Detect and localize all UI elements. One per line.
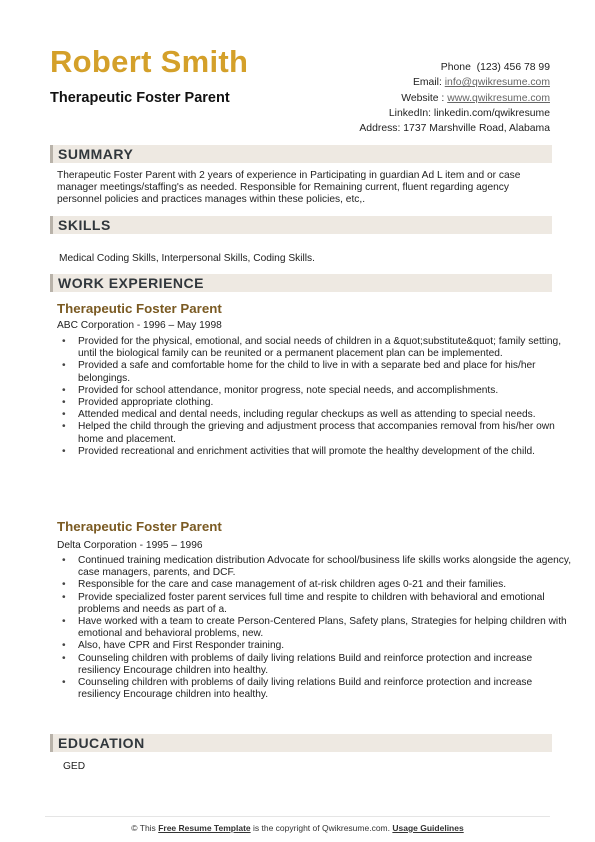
- linkedin-value: linkedin.com/qwikresume: [433, 107, 550, 119]
- contact-block: [359, 60, 550, 136]
- candidate-title: Therapeutic Foster Parent: [50, 90, 230, 106]
- website-label: Website :: [401, 92, 445, 104]
- phone-value: (123) 456 78 99: [476, 62, 550, 73]
- skills-heading: SKILLS: [58, 217, 111, 233]
- list-item: • Provided appropriate clothing.: [78, 397, 574, 409]
- email-label: Email:: [412, 77, 442, 89]
- contact-phone: [359, 60, 550, 75]
- list-item: • Responsible for the care and case management of at-risk children ages 0-21 and their families.: [78, 579, 574, 591]
- summary-text: Therapeutic Foster Parent with 2 years of experience in Participating in guardian Ad L item and or case manager meetings/staffing's as needed. Responsible for Remaining current, fluent regarding agency personnel policies and practices manages within these policies, etc,.: [57, 170, 521, 206]
- list-item: • Have worked with a team to create Person-Centered Plans, Safety plans, Strategies for helping children with emotional and behavioral problems, new.: [78, 616, 574, 640]
- contact-linkedin: [359, 106, 550, 121]
- website-link[interactable]: www.qwikresume.com: [447, 92, 550, 104]
- job-company-1: ABC Corporation - 1996 – May 1998: [57, 320, 222, 331]
- job-title-2: Therapeutic Foster Parent: [57, 519, 222, 534]
- contact-email: [359, 75, 550, 90]
- job-bullets-2: [58, 555, 574, 701]
- footer-divider: [45, 816, 550, 817]
- job-bullets-1: [58, 336, 574, 458]
- list-item: • Continued training medication distribution Advocate for school/business life skills works alongside the agency, case managers, parents, and DCF.: [78, 555, 574, 579]
- email-link[interactable]: info@qwikresume.com: [444, 77, 550, 89]
- candidate-name: Robert Smith: [50, 44, 249, 79]
- education-section-header: [50, 734, 552, 752]
- usage-guidelines-link[interactable]: Usage Guidelines: [392, 823, 464, 833]
- free-resume-template-link[interactable]: Free Resume Template: [158, 823, 251, 833]
- skills-section-header: [50, 216, 552, 234]
- footer-prefix: © This: [131, 823, 156, 833]
- phone-label: Phone: [440, 62, 471, 73]
- list-item: • Provided for the physical, emotional, and social needs of children in a &quot;substitute&quot; family setting, until the biological family can be reunited or a permanent placement plan can be implemented.: [78, 336, 574, 360]
- work-heading: WORK EXPERIENCE: [58, 275, 204, 291]
- list-item: • Provided recreational and enrichment activities that will promote the healthy development of the child.: [78, 446, 574, 458]
- address-label: Address:: [359, 123, 401, 135]
- list-item: • Provided for school attendance, monitor progress, note special needs, and accomplishments.: [78, 385, 574, 397]
- education-heading: EDUCATION: [58, 735, 145, 751]
- work-section-header: [50, 274, 552, 292]
- list-item: • Provided a safe and comfortable home for the child to live in with a separate bed and place for his/her belongings.: [78, 360, 574, 384]
- footer-copyright: is the copyright of Qwikresume.com.: [253, 823, 390, 833]
- job-title-1: Therapeutic Foster Parent: [57, 301, 222, 316]
- summary-heading: SUMMARY: [58, 146, 134, 162]
- job-company-2: Delta Corporation - 1995 – 1996: [57, 540, 203, 551]
- education-text: GED: [63, 761, 86, 772]
- skills-text: Medical Coding Skills, Interpersonal Skills, Coding Skills.: [59, 253, 315, 264]
- list-item: • Provide specialized foster parent services full time and respite to children with behavioral and emotional problems and needs as part of a.: [78, 592, 574, 616]
- contact-website: [359, 91, 550, 106]
- address-value: 1737 Marshville Road, Alabama: [403, 123, 550, 135]
- list-item: • Helped the child through the grieving and adjustment process that accompanies removal from his/her own home and placement.: [78, 421, 574, 445]
- list-item: • Also, have CPR and First Responder training.: [78, 640, 574, 652]
- list-item: • Attended medical and dental needs, including regular checkups as well as attending to special needs.: [78, 409, 574, 421]
- contact-address: [359, 121, 550, 136]
- list-item: • Counseling children with problems of daily living relations Build and reinforce protection and increase resiliency Encourage children into healthy.: [78, 653, 574, 677]
- summary-section-header: [50, 145, 552, 163]
- list-item: • Counseling children with problems of daily living relations Build and reinforce protection and increase resiliency Encourage children into healthy.: [78, 677, 574, 701]
- footer: [0, 823, 595, 833]
- linkedin-label: LinkedIn:: [388, 107, 432, 119]
